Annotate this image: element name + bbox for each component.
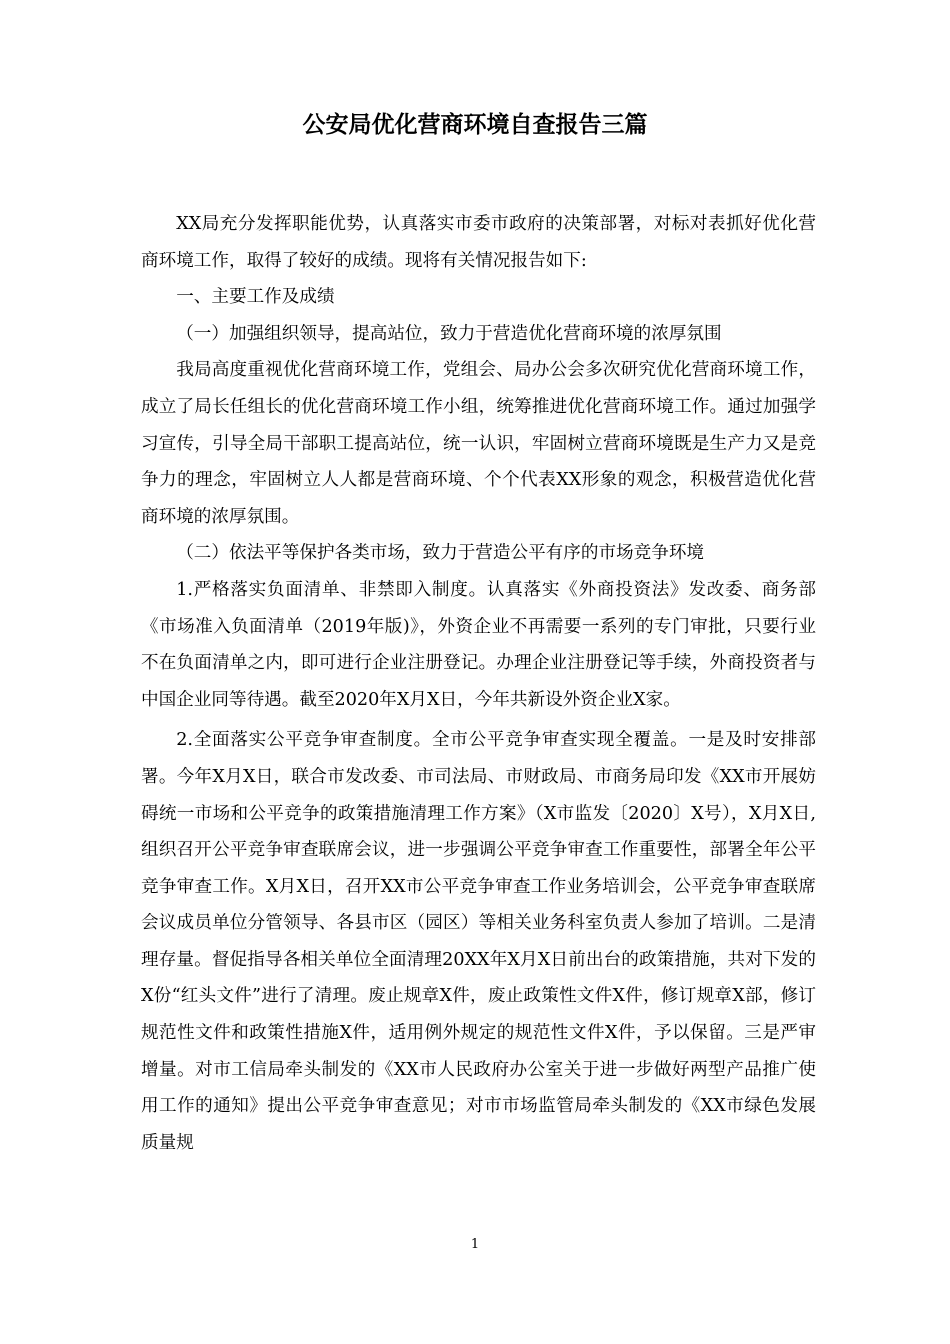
document-title: 公安局优化营商环境自查报告三篇 [302,111,648,138]
page-number: 1 [470,1237,480,1252]
document-body [141,206,816,1161]
intro-paragraph: XX局充分发挥职能优势，认真落实市委市政府的决策部署，对标对表抓好优化营商环境工作，取得了较好的成绩。现将有关情况报告如下: [141,214,816,271]
body-paragraph: 1.严格落实负面清单、非禁即入制度。认真落实《外商投资法》发改委、商务部《市场准入负面清单（2019年版)》，外资企业不再需要一系列的专门审批，只要行业不在负面清单之内，即可进行企业注册登记。办理企业注册登记等手续，外商投资者与中国企业同等待遇。截至2020年X月X日，今年共新设外资企业X家。 [141,579,816,710]
subsection-heading-2: （二）依法平等保护各类市场，致力于营造公平有序的市场竞争环境 [176,543,705,564]
subsection-heading-1: （一）加强组织领导，提高站位，致力于营造优化营商环境的浓厚氛围 [176,323,722,344]
body-paragraph: 我局高度重视优化营商环境工作，党组会、局办公会多次研究优化营商环境工作，成立了局长任组长的优化营商环境工作小组，统筹推进优化营商环境工作。通过加强学习宣传，引导全局干部职工提高站位，统一认识，牢固树立营商环境既是生产力又是竞争力的理念，牢固树立人人都是营商环境、个个代表XX形象的观念，积极营造优化营商环境的浓厚氛围。 [141,360,816,527]
section-heading-main-work: 一、主要工作及成绩 [176,287,335,308]
body-paragraph: 2.全面落实公平竞争审查制度。全市公平竞争审查实现全覆盖。一是及时安排部署。今年X月X日，联合市发改委、市司法局、市财政局、市商务局印发《XX市开展妨碍统一市场和公平竞争的政策措施清理工作方案》（X市监发〔2020〕X号），X月X日,组织召开公平竞争审查联席会议，进一步强调公平竞争审查工作重要性，部署全年公平竞争审查工作。X月X日，召开XX市公平竞争审查工作业务培训会，公平竞争审查联席会议成员单位分管领导、各县市区（园区）等相关业务科室负责人参加了培训。二是清理存量。督促指导各相关单位全面清理20XX年X月X日前出台的政策措施，共对下发的X份“红头文件”进行了清理。废止规章X件，废止政策性文件X件，修订规章X部，修订规范性文件和政策性措施X件，适用例外规定的规范性文件X件，予以保留。三是严审增量。对市工信局牵头制发的《XX市人民政府办公室关于进一步做好两型产品推广使用工作的通知》提出公平竞争审查意见；对市市场监管局牵头制发的《XX市绿色发展质量规 [141,730,816,1153]
